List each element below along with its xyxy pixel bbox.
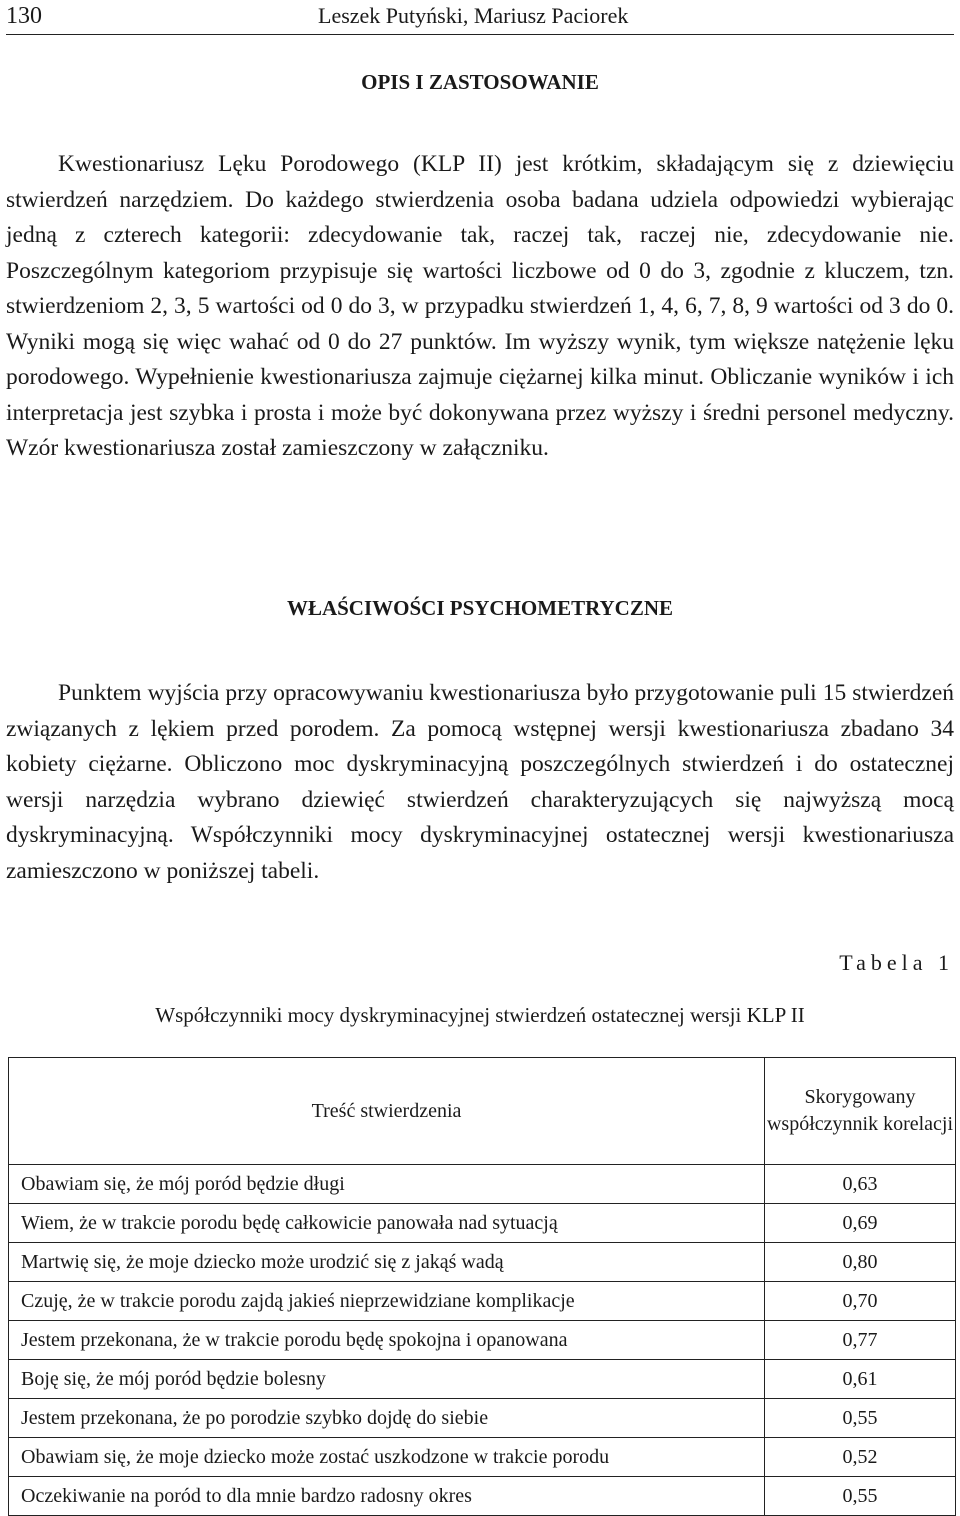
coefficient-cell: 0,52: [765, 1438, 956, 1477]
statement-cell: Oczekiwanie na poród to dla mnie bardzo radosny okres: [9, 1477, 765, 1516]
table-row: [9, 1165, 956, 1204]
table-row: [9, 1399, 956, 1438]
statement-cell: Wiem, że w trakcie porodu będę całkowicie panowała nad sytuacją: [9, 1204, 765, 1243]
discrimination-table: [8, 1057, 956, 1516]
coefficient-cell: 0,55: [765, 1477, 956, 1516]
statement-cell: Jestem przekonana, że w trakcie porodu będę spokojna i opanowana: [9, 1321, 765, 1360]
statement-cell: Boję się, że mój poród będzie bolesny: [9, 1360, 765, 1399]
table-label: Tabela 1: [839, 950, 954, 975]
running-header: [6, 0, 954, 35]
table-header-row: [9, 1058, 956, 1165]
statement-cell: Martwię się, że moje dziecko może urodzić się z jakąś wadą: [9, 1243, 765, 1282]
coefficient-cell: 0,70: [765, 1282, 956, 1321]
table-row: [9, 1477, 956, 1516]
coefficient-cell: 0,80: [765, 1243, 956, 1282]
table-row: [9, 1243, 956, 1282]
running-head-authors: Leszek Putyński, Mariusz Paciorek: [318, 3, 629, 28]
section-heading-psychometrics: WŁAŚCIWOŚCI PSYCHOMETRYCZNE: [286, 596, 674, 620]
table-row: [9, 1438, 956, 1477]
coefficient-cell: 0,77: [765, 1321, 956, 1360]
column-header-statement: Treść stwierdzenia: [9, 1058, 765, 1165]
statement-cell: Czuję, że w trakcie porodu zajdą jakieś nieprzewidziane komplikacje: [9, 1282, 765, 1321]
page-number: 130: [6, 3, 42, 29]
table-caption: Współczynniki mocy dyskryminacyjnej stwierdzeń ostatecznej wersji KLP II: [155, 1003, 805, 1027]
table-row: [9, 1282, 956, 1321]
statement-cell: Jestem przekonana, że po porodzie szybko dojdę do siebie: [9, 1399, 765, 1438]
section-heading-description: OPIS I ZASTOSOWANIE: [361, 70, 599, 94]
column-header-coefficient: Skorygowany współczynnik korelacji: [765, 1058, 956, 1165]
statement-cell: Obawiam się, że mój poród będzie długi: [9, 1165, 765, 1204]
paragraph-description: Kwestionariusz Lęku Porodowego (KLP II) jest krótkim, składającym się z dziewięciu stwierdzeń narzędziem. Do każdego stwierdzenia osoba badana udziela odpowiedzi wybierając jedną z czterech kategorii: zdecydowanie tak, raczej tak, raczej nie, zdecydowanie nie. Poszczególnym kategoriom przypisuje się wartości liczbowe od 0 do 3, zgodnie z kluczem, tzn. stwierdzeniom 2, 3, 5 wartości od 0 do 3, w przypadku stwierdzeń 1, 4, 6, 7, 8, 9 wartości od 3 do 0. Wyniki mogą się więc wahać od 0 do 27 punktów. Im wyższy wynik, tym większe natężenie lęku porodowego. Wypełnienie kwestionariusza zajmuje ciężarnej kilka minut. Obliczanie wyników i ich interpretacja jest szybka i prosta i może być dokonywana przez wyższy i średni personel medyczny. Wzór kwestionariusza został zamieszczony w załączniku.: [6, 151, 954, 461]
coefficient-cell: 0,61: [765, 1360, 956, 1399]
table-row: [9, 1204, 956, 1243]
paragraph-psychometrics: Punktem wyjścia przy opracowywaniu kwestionariusza było przygotowanie puli 15 stwierdzeń związanych z lękiem przed porodem. Za pomocą wstępnej wersji kwestionariusza zbadano 34 kobiety ciężarne. Obliczono moc dyskryminacyjną poszczególnych stwierdzeń i do ostatecznej wersji narzędzia wybrano dziewięć stwierdzeń charakteryzujących się najwyższą mocą dyskryminacyjną. Współczynniki mocy dyskryminacyjnej ostatecznej wersji kwestionariusza zamieszczono w poniższej tabeli.: [6, 680, 954, 884]
coefficient-cell: 0,69: [765, 1204, 956, 1243]
table-row: [9, 1321, 956, 1360]
coefficient-cell: 0,55: [765, 1399, 956, 1438]
statement-cell: Obawiam się, że moje dziecko może zostać uszkodzone w trakcie porodu: [9, 1438, 765, 1477]
table-row: [9, 1360, 956, 1399]
coefficient-cell: 0,63: [765, 1165, 956, 1204]
